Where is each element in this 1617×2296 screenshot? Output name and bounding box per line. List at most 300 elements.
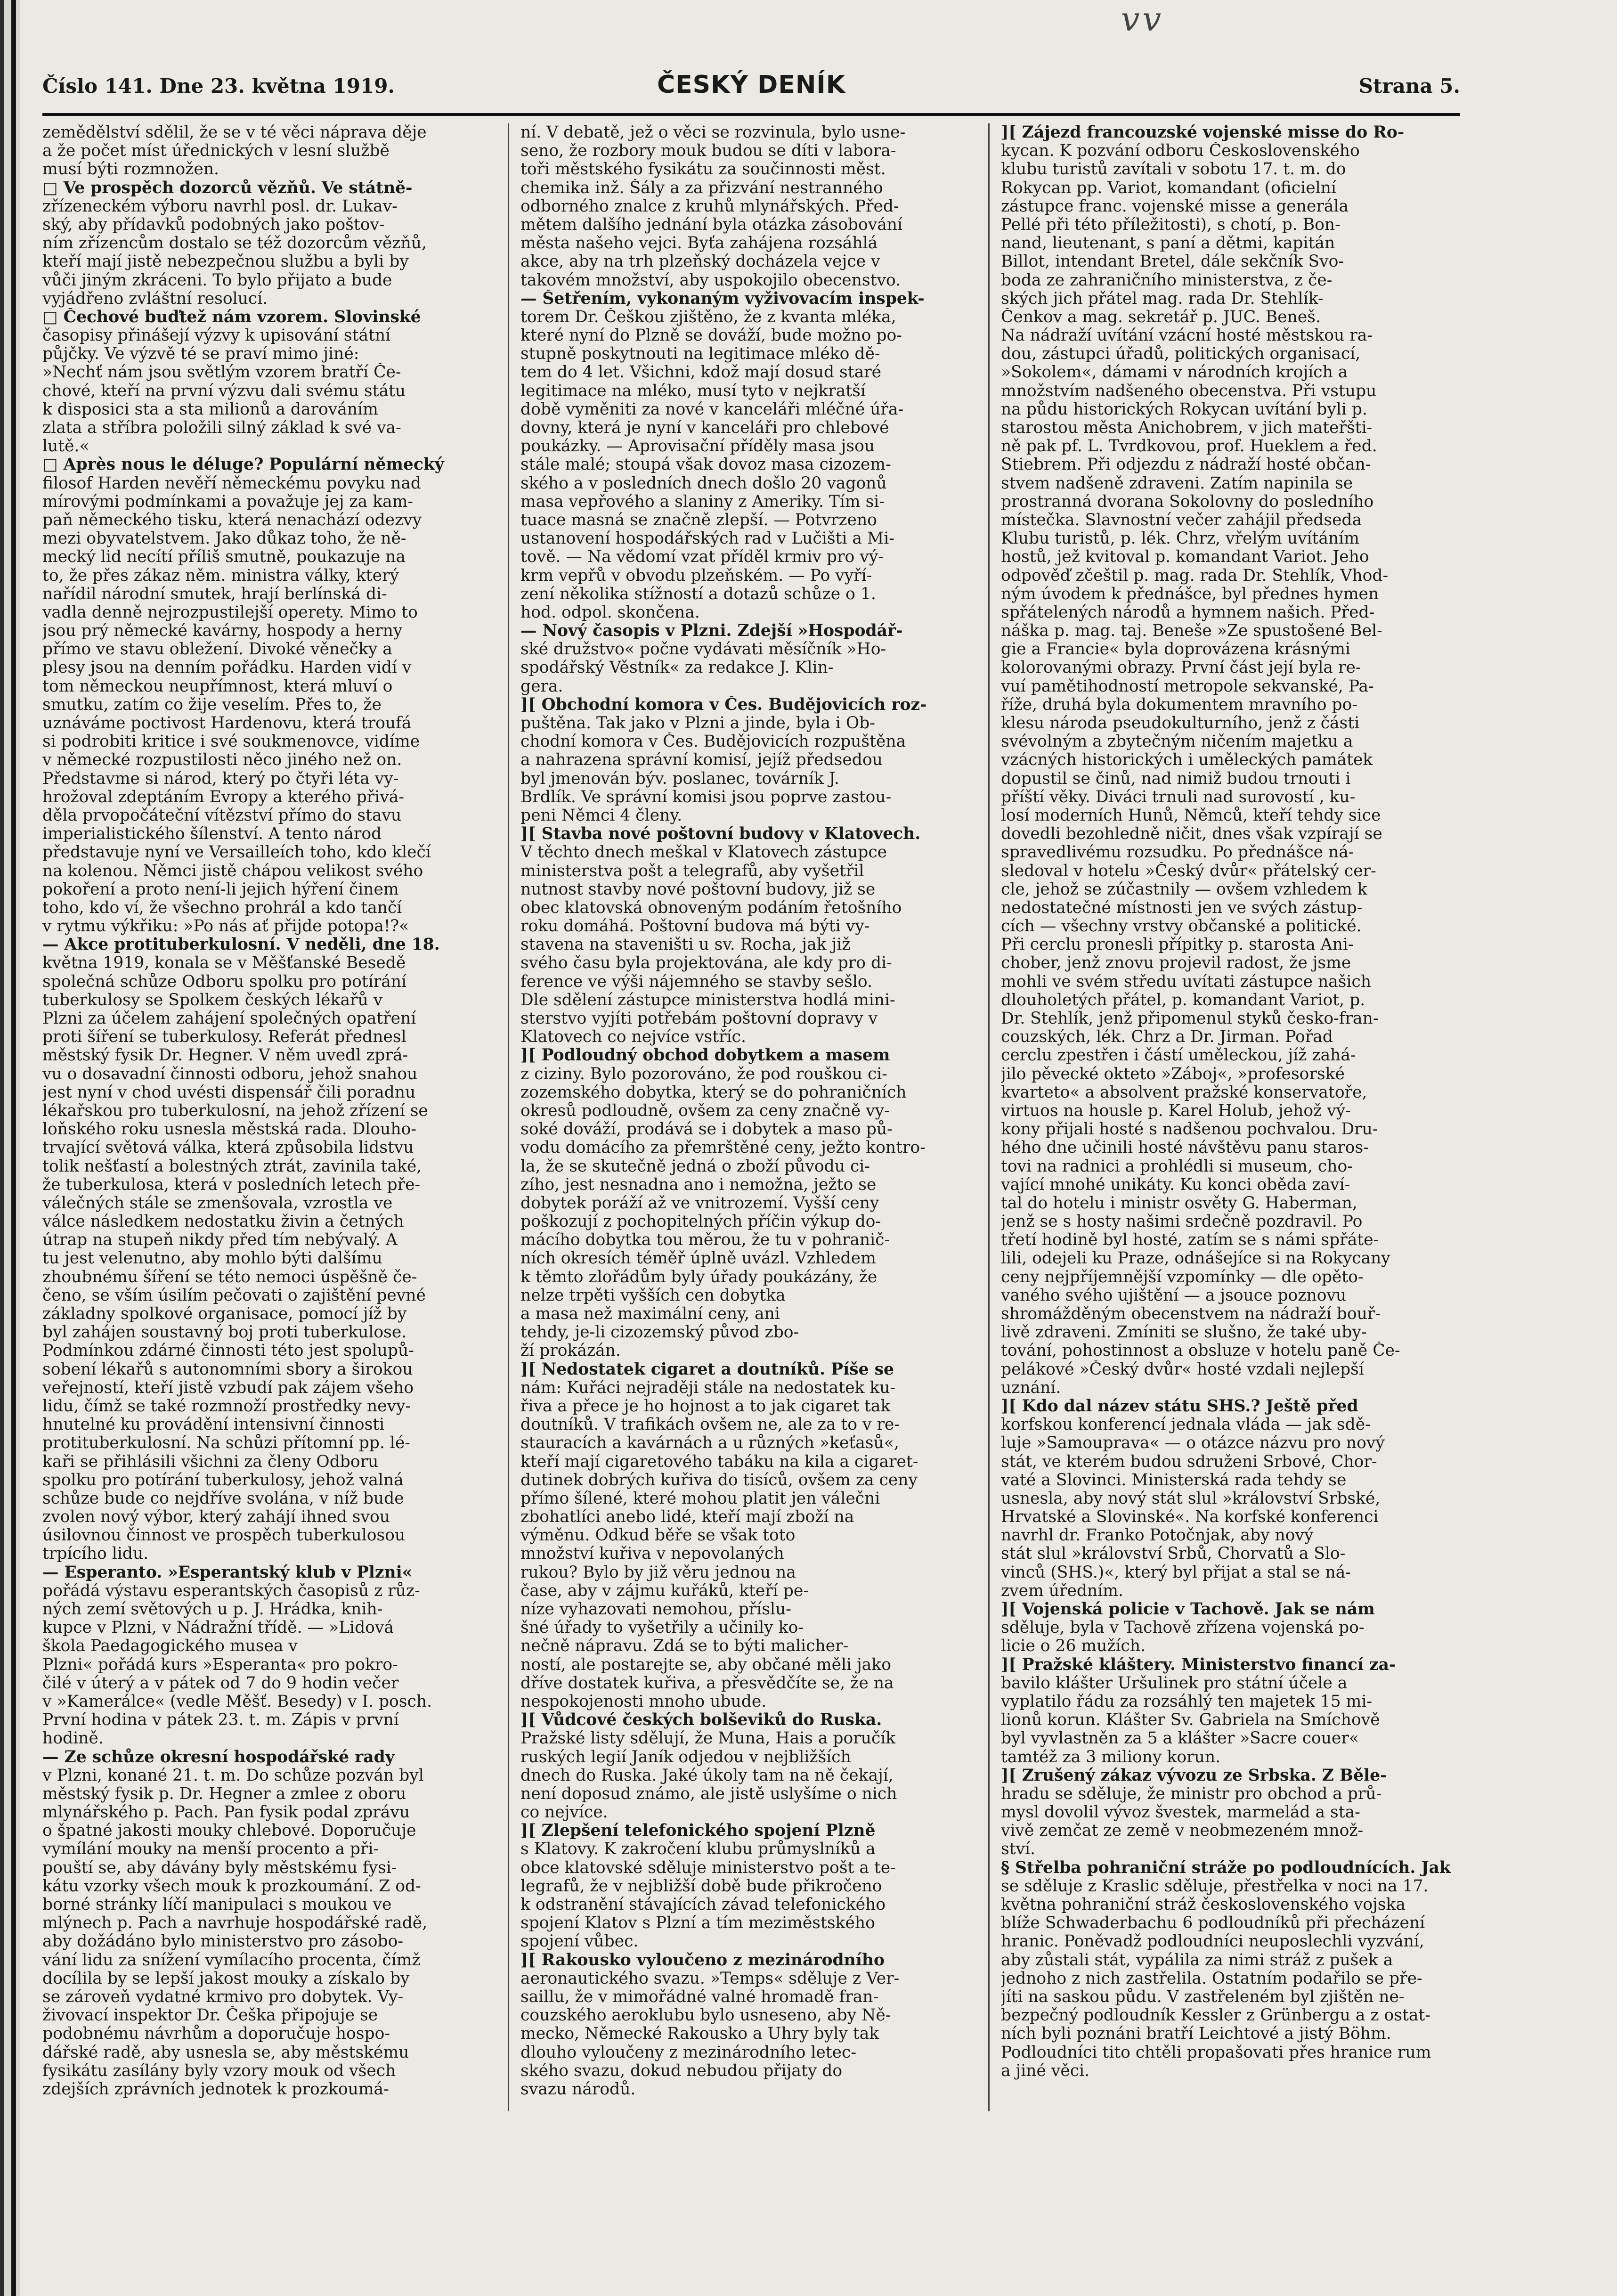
text-line: ských jich přátel mag. rada Dr. Stehlík-: [1001, 289, 1324, 308]
text-line: trvající světová válka, která způsobila lidstvu: [42, 1139, 414, 1157]
text-line: soké dováží, prodává se i dobytek a maso pů-: [520, 1120, 893, 1139]
text-line: kycan. K pozvání odboru Československého: [1001, 142, 1360, 161]
page-header: [42, 71, 1460, 108]
text-line: torem Dr. Češkou zjištěno, že z kvanta mléka,: [520, 308, 896, 326]
text-line: města našeho vejci. Byťa zahájena rozsáhlá: [520, 234, 878, 253]
text-line: spojení Klatov s Plzní a tím meziměstského: [520, 1914, 875, 1933]
text-line: sledoval v hotelu »Český dvůr« přátelský cer-: [1001, 862, 1376, 880]
text-line: tuace masná se značně zlepší. — Potvrzeno: [520, 511, 877, 529]
text-line: třetí hodině byl hosté, zatím se s námi spřáte-: [1001, 1231, 1379, 1250]
text-line: blíže Schwaderbachu 6 podloudníků při přecházení: [1001, 1914, 1425, 1933]
handwritten-note: vv: [1121, 0, 1164, 39]
text-line: protituberkulosní. Na schůzi přítomní pp. lé-: [42, 1434, 410, 1453]
text-line: množstvím nadšeného obecenstva. Při vstupu: [1001, 382, 1377, 400]
text-line: lidu, čímž se také rozmnoží prostředky nevy-: [42, 1397, 411, 1416]
text-line: luje »Samouprava« — o otázce názvu pro nový: [1001, 1434, 1385, 1453]
text-line: — Akce protituberkulosní. V neděli, dne 18.: [42, 936, 440, 954]
text-line: peni Němci 4 členy.: [520, 806, 683, 825]
text-line: z ciziny. Bylo pozorováno, že pod rouškou ci-: [520, 1065, 887, 1083]
text-line: ského svazu, dokud nebudou přijaty do: [520, 2061, 843, 2080]
text-line: rukou? Bylo by již věru jednou na: [520, 1563, 796, 1582]
text-line: se sděluje z Kraslic sděluje, přestřelka v noci na 17.: [1001, 1877, 1429, 1896]
text-line: spolku pro potírání tuberkulosy, jehož valná: [42, 1471, 404, 1490]
text-line: ][ Kdo dal název státu SHS.? Ještě před: [1001, 1397, 1358, 1416]
text-line: spodářský Věstník« za redakce J. Klin-: [520, 659, 834, 677]
text-line: května pohraniční stráž československého vojska: [1001, 1896, 1406, 1914]
text-line: aeronautického svazu. »Temps« sděluje z Ver-: [520, 1969, 900, 1988]
text-line: přímo šílené, které mohou platit jen válečni: [520, 1489, 880, 1508]
text-line: cích — všechny vrstvy občanské a politické.: [1001, 917, 1362, 936]
text-line: nutnost stavby nové poštovní budovy, již se: [520, 880, 876, 899]
text-line: ministerstva pošt a telegrafů, aby vyšetřil: [520, 862, 864, 880]
text-line: že tuberkulosa, která v posledních letech pře-: [42, 1175, 421, 1194]
text-line: a jiné věci.: [1001, 2061, 1090, 2080]
text-line: mohli ve svém středu uvítati zástupce našich: [1001, 972, 1372, 991]
text-line: plesy jsou na denním pořádku. Harden vidí v: [42, 659, 412, 677]
text-line: trpícího lidu.: [42, 1545, 149, 1563]
text-line: dobytek poráží až ve vnitrozemí. Vyšší ceny: [520, 1194, 879, 1213]
text-line: Stiebrem. Při odjezdu z nádraží hosté občan-: [1001, 456, 1371, 474]
text-line: Na nádraží uvítání vzácní hosté městskou ra-: [1001, 326, 1373, 345]
text-line: tovi na radnici a prohlédli si museum, cho-: [1001, 1157, 1353, 1176]
text-line: fysikátu zasílány byly vzory mouk od všech: [42, 2061, 396, 2080]
text-line: nand, lieutenant, s paní a dětmi, kapitán: [1001, 234, 1335, 253]
text-line: hradu se sděluje, že ministr pro obchod a prů-: [1001, 1784, 1382, 1803]
text-line: V těchto dnech meškal v Klatovech zástupce: [520, 843, 887, 862]
text-line: hostů, jež kvitoval p. komandant Variot. Jeho: [1001, 548, 1369, 567]
text-line: pořádá výstavu esperantských časopisů z růz-: [42, 1581, 420, 1600]
text-line: Brdlík. Ve správní komisi jsou poprve zastou-: [520, 788, 892, 806]
text-line: jenž se s hosty našimi srdečně pozdravil. Po: [1001, 1213, 1363, 1231]
text-line: ][ Stavba nové poštovní budovy v Klatovech.: [520, 825, 921, 844]
text-line: dářské radě, aby usnesla se, aby městskému: [42, 2043, 409, 2062]
text-line: na půdu historických Rokycan uvítání byli p.: [1001, 400, 1367, 419]
text-line: vymílání mouky na menší procento a při-: [42, 1840, 379, 1859]
text-line: škola Paedagogického musea v: [42, 1637, 298, 1656]
text-line: smutku, zatím co žije veselím. Přes to, že: [42, 695, 382, 714]
text-line: ně pak pf. L. Tvrdkovou, prof. Hueklem a řed.: [1001, 437, 1377, 456]
text-line: k odstranění stávajících závad telefonického: [520, 1896, 886, 1914]
text-line: nelze trpěti vyšších cen dobytka: [520, 1286, 786, 1305]
text-line: tolik nešťastí a bolestných ztrát, zavinila také,: [42, 1157, 422, 1176]
text-line: boda ze zahraničního ministerstva, z če-: [1001, 271, 1333, 290]
text-line: cle, jehož se zúčastnily — ovšem vzhledem k: [1001, 880, 1367, 899]
text-line: poškozují z pochopitelných příčin výkup do-: [520, 1213, 881, 1231]
text-line: legitimace na mléko, musí tyto v nejkratší: [520, 382, 866, 400]
text-line: Billot, intendant Bretel, dále sekčník Svo-: [1001, 252, 1344, 271]
text-line: Plzni« pořádá kurs »Esperanta« pro pokro-: [42, 1655, 398, 1674]
text-line: kteří mají cigaretového tabáku na kila a cigaret-: [520, 1452, 918, 1471]
text-line: ních byli poznáni bratří Leichtové a jistý Böhm.: [1001, 2025, 1391, 2044]
text-line: lili, odejeli ku Praze, odnášejíce si na Rokycany: [1001, 1249, 1390, 1268]
text-line: hrožoval zdeptáním Evropy a kterého přivá-: [42, 788, 405, 806]
text-line: válce následkem nedostatku živin a četných: [42, 1213, 404, 1231]
text-line: hod. odpol. skončena.: [520, 603, 700, 622]
text-line: ][ Rakousko vyloučeno z mezinárodního: [520, 1951, 885, 1970]
text-line: ][ Zrušený zákaz vývozu ze Srbska. Z Běle-: [1001, 1766, 1387, 1785]
page-left-edge: [0, 0, 20, 2296]
text-line: mlynářského p. Pach. Pan fysik podal zprávu: [42, 1803, 410, 1822]
text-line: ceny nejpříjemnější vzpomínky — dle opěto-: [1001, 1268, 1364, 1286]
newspaper-title: ČESKÝ DENÍK: [657, 71, 846, 99]
text-line: níze vyhazovati nemohou, příslu-: [520, 1600, 791, 1619]
text-line: v »Kamerálce« (vedle Měšť. Besedy) v I. posch.: [42, 1692, 432, 1711]
text-line: které nyní do Plzně se dováží, bude možno po-: [520, 326, 902, 345]
text-line: Pražské listy sdělují, že Muna, Hais a poručík: [520, 1729, 896, 1748]
text-line: okresů podloudně, ovšem za ceny značně vy-: [520, 1101, 890, 1120]
text-line: tu jest velenutno, aby mohlo býti dalšímu: [42, 1249, 382, 1268]
text-line: vaté a Slovinci. Ministerská rada tehdy se: [1001, 1471, 1347, 1490]
text-line: spřátelených národů a hymnem našich. Před-: [1001, 603, 1375, 622]
text-line: zemědělství sdělil, že se v té věci náprava děje: [42, 123, 427, 142]
text-line: couzských, lék. Chrz a Dr. Jirman. Pořad: [1001, 1028, 1333, 1047]
text-line: nařídil národní smutek, hrají berlínská di-: [42, 585, 387, 603]
text-line: shromážděným obecenstvem na nádraží bouř-: [1001, 1305, 1381, 1323]
text-line: vyjádřeno zvláštní resolucí.: [42, 289, 268, 308]
text-line: ][ Zájezd francouzské vojenské misse do Ro-: [1001, 123, 1405, 142]
text-line: v německé rozpustilosti něco jiného než on.: [42, 751, 402, 770]
text-line: lionů korun. Klášter Sv. Gabriela na Smíchově: [1001, 1711, 1380, 1730]
text-line: couzského aeroklubu bylo usneseno, aby Ně-: [520, 2006, 891, 2025]
text-line: la, že se skutečně jedná o zboží původu ci-: [520, 1157, 870, 1176]
text-line: Podmínkou zdárné činnosti této jest spolupů-: [42, 1342, 414, 1360]
text-line: klesu národa pseudokulturního, jenž z části: [1001, 714, 1360, 733]
text-line: k disposici sta a sta milionů a darováním: [42, 400, 378, 419]
text-line: korfskou konferencí jednala vláda — jak sdě-: [1001, 1416, 1371, 1434]
text-line: mysl dovolil vývoz švestek, marmelád a sta-: [1001, 1803, 1360, 1822]
text-line: krm vepřů v obvodu plzeňském. — Po vyří-: [520, 566, 872, 585]
article-column-3: [1001, 123, 1460, 2130]
text-line: tal do hotelu i ministr osvěty G. Haberman,: [1001, 1194, 1357, 1213]
text-line: zení několika stížností a dotazů schůze o 1.: [520, 585, 876, 603]
text-line: čeno, se vším úsilím pečovati o zajištění pevné: [42, 1286, 426, 1305]
text-line: živovací inspektor Dr. Češka připojuje se: [42, 2006, 378, 2025]
text-line: výměnu. Odkud běře se však toto: [520, 1526, 796, 1545]
text-line: akce, aby na trh plzeňský docházela vejce v: [520, 252, 880, 271]
text-line: jsou prý německé kavárny, hospody a herny: [42, 622, 403, 641]
text-line: kony přijali hosté s nadšenou pochvalou. Dru-: [1001, 1120, 1378, 1139]
text-line: byl jmenován býv. poslanec, továrník J.: [520, 769, 840, 788]
text-line: Dr. Stehlík, jenž připomenul styků česko-fran-: [1001, 1010, 1379, 1028]
text-line: Plzni za účelem zahájení společných opatření: [42, 1010, 416, 1028]
text-line: si podrobiti kritice i své soukmenovce, vidíme: [42, 733, 420, 751]
text-line: aby dožádáno bylo ministerstvo pro zásobo-: [42, 1932, 403, 1951]
text-line: jíti na saskou půdu. V zastřeleném byl zjištěn ne-: [1001, 1987, 1405, 2006]
text-line: půjčky. Ve výzvě té se praví mimo jiné:: [42, 345, 359, 364]
text-line: vyplatilo řádu za rozsáhlý ten majetek 15 mi-: [1001, 1692, 1373, 1711]
text-line: zvem úředním.: [1001, 1581, 1123, 1600]
article-column-2: [520, 123, 977, 2130]
text-line: ství.: [1001, 1840, 1036, 1859]
text-line: livě zdraveni. Zmíniti se slušno, že také uby-: [1001, 1323, 1367, 1342]
text-line: Klatovech co nejvíce vstříc.: [520, 1028, 746, 1047]
text-line: uznáváme poctivost Hardenovu, která troufá: [42, 714, 412, 733]
text-line: stauracích a kavárnách a u různých »keťasů«,: [520, 1434, 899, 1453]
text-line: imperialistického šílenství. A tento národ: [42, 825, 382, 844]
text-line: šné úřady to vyšetřily a učinily ko-: [520, 1619, 804, 1637]
text-line: množství kuřiva v nepovolaných: [520, 1545, 784, 1563]
text-line: ností, ale postarejte se, aby občané měli jako: [520, 1655, 891, 1674]
text-line: k těmto zlořádům byly úřady poukázány, že: [520, 1268, 878, 1286]
text-line: losí moderních Hunů, Němců, kteří tehdy sice: [1001, 806, 1381, 825]
text-line: pouští se, aby dávány byly městskému fysi-: [42, 1858, 397, 1877]
text-line: prostranná dvorana Sokolovny do posledního: [1001, 492, 1374, 511]
text-line: mácího dobytka tou měrou, že tu v pohranič-: [520, 1231, 890, 1250]
text-line: příští věky. Diváci trnuli nad surovostí , ku-: [1001, 788, 1356, 806]
text-line: vivě zemčat ze země v neobmezeném množ-: [1001, 1822, 1364, 1840]
text-line: ské družstvo« počne vydávati měsíčník »Ho-: [520, 640, 886, 659]
text-line: kolorovanými obrazy. První část její byla re-: [1001, 659, 1361, 677]
text-line: stvem nadšeně zdraveni. Zatím napinila se: [1001, 474, 1353, 493]
text-line: stupně poskytnouti na legitimace mléko dě-: [520, 345, 880, 364]
text-line: »Sokolem«, dámami v národních krojích a: [1001, 363, 1348, 382]
text-line: ních okresích téměř úplně uvázl. Vzhledem: [520, 1249, 876, 1268]
text-line: ním zřízencům dostalo se též dozorcům vězňů,: [42, 234, 427, 253]
text-line: saillu, že v mimořádné valné hromadě fran-: [520, 1987, 879, 2006]
text-line: filosof Harden nevěří německému povyku nad: [42, 474, 422, 493]
text-line: ][ Zlepšení telefonického spojení Plzně: [520, 1822, 876, 1840]
text-line: legrafů, že v nejbližší době bude přikročeno: [520, 1877, 882, 1896]
text-line: časopisy přinášejí výzvy k upisování státní: [42, 326, 391, 345]
text-line: stále malé; stoupá však dovoz masa cizozem-: [520, 456, 891, 474]
text-line: spravedlivému rozsudku. Po přednášce ná-: [1001, 843, 1354, 862]
text-line: kátu vzorky všech mouk k prozkoumání. Z od-: [42, 1877, 421, 1896]
text-line: bezpečný podloudník Kessler z Grünbergu a z ostat-: [1001, 2006, 1430, 2025]
text-line: ným úvodem k přednášce, byl přednes hymen: [1001, 585, 1379, 603]
text-line: válečných stále se zmenšovala, vzrostla ve: [42, 1194, 393, 1213]
text-line: zdejších zprávních jednotek k prozkoumá-: [42, 2080, 389, 2099]
text-line: tamtéž za 3 miliony korun.: [1001, 1748, 1221, 1767]
text-line: chemika inž. Šály a za přizvání nestranného: [520, 179, 883, 197]
text-line: gera.: [520, 677, 563, 696]
text-line: kteří mají jistě nebezpečnou službu a byli by: [42, 252, 409, 271]
text-line: v Plzni, konané 21. t. m. Do schůze pozván byl: [42, 1766, 424, 1785]
text-line: — Nový časopis v Plzni. Zdejší »Hospodář-: [520, 622, 903, 641]
text-line: uznání.: [1001, 1378, 1061, 1397]
text-line: tehdy, je-li cizozemský původ zbo-: [520, 1323, 799, 1342]
text-line: ][ Pražské kláštery. Ministerstvo financí za-: [1001, 1655, 1396, 1674]
text-line: usnesla, aby nový stát slul »království Srbské,: [1001, 1489, 1381, 1508]
text-line: obce klatovské sděluje ministerstvo pošt a te-: [520, 1858, 896, 1877]
text-line: § Střelba pohraniční stráže po podloudnících. Jak: [1001, 1858, 1451, 1877]
text-line: ustanovení hospodářských rad v Lučišti a Mi-: [520, 529, 894, 548]
text-line: pokoření a proto není-li jejich hýření činem: [42, 880, 399, 899]
text-line: ][ Podloudný obchod dobytkem a masem: [520, 1046, 890, 1065]
text-line: úsilovnou činnost ve prospěch tuberkulosou: [42, 1526, 406, 1545]
text-line: lékařskou pro tuberkulosní, na jehož zřízení se: [42, 1101, 428, 1120]
text-line: útrap na stupeň nikdy před tím nebývalý. A: [42, 1231, 398, 1250]
text-line: mecko, Německé Rakousko a Uhry byly tak: [520, 2025, 879, 2044]
text-line: hnutelné ku provádění intensivní činnosti: [42, 1416, 385, 1434]
text-line: mlýnech p. Pach a navrhuje hospodářské radě,: [42, 1914, 428, 1933]
text-line: ][ Vůdcové českých bolševiků do Ruska.: [520, 1711, 882, 1730]
text-line: hodině.: [42, 1729, 104, 1748]
text-line: □ Čechové buďtež nám vzorem. Slovinské: [42, 308, 421, 326]
text-line: ní. V debatě, jež o věci se rozvinula, bylo usne-: [520, 123, 906, 142]
text-line: podobnému návrhům a doporučuje hospo-: [42, 2025, 390, 2044]
text-line: době vyměniti za nové v kanceláři mléčné úřa-: [520, 400, 904, 419]
issue-date: Číslo 141. Dne 23. května 1919.: [42, 74, 395, 98]
text-line: kupce v Plzni, v Nádražní třídě. — »Lidová: [42, 1619, 394, 1637]
text-line: mírovými podmínkami a považuje jej za kam-: [42, 492, 414, 511]
text-line: děla prvopočáteční vítězství přímo do stavu: [42, 806, 402, 825]
text-line: vadla denně nejrozpustilejší operety. Mimo to: [42, 603, 418, 622]
text-line: »Nechť nám jsou světlým vzorem bratří Če-: [42, 363, 401, 382]
text-line: zřízeneckém výboru navrhl posl. dr. Lukav-: [42, 197, 398, 216]
text-line: společná schůze Odboru spolku pro potírání: [42, 972, 407, 991]
text-line: mětem dalšího jednání byla otázka zásobování: [520, 215, 903, 234]
column-divider-2: [988, 123, 990, 2111]
text-line: virtuos na housle p. Karel Holub, jehož vý-: [1001, 1101, 1351, 1120]
text-line: — Ze schůze okresní hospodářské rady: [42, 1748, 395, 1767]
text-line: vinců (SHS.)«, který byl přijat a stal se ná-: [1001, 1563, 1351, 1582]
text-line: klubu turistů zavítali v sobotu 17. t. m. do: [1001, 160, 1346, 179]
text-line: Podloudníci tito chtěli propašovati přes hranice rum: [1001, 2043, 1431, 2062]
text-line: hranic. Poněvadž podloudníci neuposlechli vyzvání,: [1001, 1932, 1424, 1951]
text-line: vající mnohé unikáty. Ku konci oběda zaví-: [1001, 1175, 1350, 1194]
text-line: nám: Kuřáci nejraději stále na nedostatek ku-: [520, 1378, 896, 1397]
text-line: hého dne učinili hosté návštěvu panu staros-: [1001, 1139, 1369, 1157]
text-line: starostou města Anichobrem, v jich mateřšti-: [1001, 419, 1373, 437]
text-line: není doposud známo, ale jistě uslyšíme o nich: [520, 1784, 897, 1803]
text-line: schůze bude co nejdříve svolána, v níž bude: [42, 1489, 404, 1508]
text-line: veřejností, kteří jistě vzbudí pak zájem všeho: [42, 1378, 414, 1397]
text-line: dovny, která je nyní v kanceláři pro chlebové: [520, 419, 889, 437]
text-line: nespokojenosti mnoho ubude.: [520, 1692, 767, 1711]
text-line: vůči jiným zkráceni. To bylo přijato a bude: [42, 271, 392, 290]
text-line: roku domáhá. Poštovní budova má býti vy-: [520, 917, 870, 936]
text-line: dnech do Ruska. Jaké úkoly tam na ně čekají,: [520, 1766, 894, 1785]
text-line: na kolenou. Němci jistě chápou velikost svého: [42, 862, 423, 880]
text-line: nedostatečné místnosti jen ve svých zástup-: [1001, 898, 1363, 917]
text-line: náška p. mag. taj. Benešе »Ze spustošené Bel-: [1001, 622, 1382, 641]
text-line: jest nyní v chod uvésti dispensář čili poradnu: [42, 1083, 416, 1102]
text-line: kvarteto« a absolvent pražské konservatoře,: [1001, 1083, 1367, 1102]
text-line: čase, aby v zájmu kuřáků, kteří pe-: [520, 1581, 809, 1600]
text-line: chober, jenž znovu projevil radost, že jsme: [1001, 954, 1351, 973]
text-line: Představme si národ, který po čtyři léta vy-: [42, 769, 399, 788]
text-line: vu o dosavadní činnosti odboru, jehož snahou: [42, 1065, 418, 1083]
text-line: toři městského fysikátu za součinnosti měst.: [520, 160, 886, 179]
text-line: zího, jest nesnadna ano i nemožna, ježto se: [520, 1175, 877, 1194]
text-line: masa vepřového a slaniny z Ameriky. Tím si-: [520, 492, 885, 511]
binding-rule: [0, 0, 4, 2296]
text-line: jednoho z nich zastřelila. Ostatním podařilo se pře-: [1001, 1969, 1422, 1988]
text-line: ][ Nedostatek cigaret a doutníků. Píše se: [520, 1360, 894, 1379]
text-line: Rokycan pp. Variot, komandant (oficielní: [1001, 179, 1336, 197]
text-line: Dle sdělení zástupce ministerstva hodlá mini-: [520, 991, 895, 1010]
text-line: svévolným a zbytečným ničením majetku a: [1001, 733, 1353, 751]
article-column-1: [42, 123, 497, 2130]
text-line: městský fysik Dr. Hegner. V něm uvedl zprá-: [42, 1046, 408, 1065]
text-line: mecký lid necítí příliš smutně, poukazuje na: [42, 548, 406, 567]
text-line: ných zemí světových u p. J. Hrádka, knih-: [42, 1600, 383, 1619]
text-line: ského a v posledních dnech došlo 20 vagonů: [520, 474, 887, 493]
text-line: □ Après nous le déluge? Populární německý: [42, 456, 444, 474]
column-rule-edge: [11, 0, 16, 2296]
text-line: dlouholetých přátel, p. komandant Variot, p.: [1001, 991, 1365, 1010]
text-line: puštěna. Tak jako v Plzni a jinde, byla i Ob-: [520, 714, 875, 733]
text-line: odpověď zčeštil p. mag. rada Dr. Stehlík, Vhod-: [1001, 566, 1389, 585]
text-line: — Esperanto. »Esperantský klub v Plzni«: [42, 1563, 413, 1582]
text-line: května 1919, konala se v Měšťanské Besedě: [42, 954, 406, 973]
text-line: — Šetřením, vykonaným vyživovacím inspek-: [520, 289, 925, 308]
text-line: □ Ve prospěch dozorců vězňů. Ve státně-: [42, 179, 413, 197]
header-rule: [42, 113, 1460, 116]
text-line: chodní komora v Čes. Budějovicích rozpuštěna: [520, 733, 906, 751]
text-line: sterstvo vyjíti potřebám poštovní dopravy v: [520, 1010, 878, 1028]
text-line: stavena na staveništi u sv. Rocha, jak již: [520, 936, 851, 954]
text-line: dou, zástupci úřadů, politických organisací,: [1001, 345, 1361, 364]
text-line: odborného znalce z kruhů mlynářských. Před-: [520, 197, 899, 216]
text-line: dopustil se činů, nad nimiž budou trnouti i: [1001, 769, 1351, 788]
text-line: ský, aby přídavků podobných jako poštov-: [42, 215, 385, 234]
text-line: řiva a přece je ho hojnost a to jak cigaret tak: [520, 1397, 891, 1416]
text-line: bavilo klášter Uršulinek pro státní účele a: [1001, 1674, 1348, 1693]
text-line: ží prokázán.: [520, 1342, 621, 1360]
text-line: Klubu turistů, p. lék. Chrz, vřelým uvítáním: [1001, 529, 1359, 548]
text-line: dlouho vyloučeny z mezinárodního letec-: [520, 2043, 857, 2062]
text-line: stát, ve kterém budou sdruženi Srbové, Chor-: [1001, 1452, 1377, 1471]
text-line: čilé v úterý a v pátek od 7 do 9 hodin večer: [42, 1674, 399, 1693]
text-line: místečka. Slavnostní večer zahájil předseda: [1001, 511, 1362, 529]
text-line: jilo pěvecké okteto »Záboj«, »profesorské: [1001, 1065, 1345, 1083]
text-line: a masa než maximální ceny, ani: [520, 1305, 780, 1323]
text-line: Hrvatské a Slovinské«. Na korfské konferenci: [1001, 1508, 1379, 1527]
text-line: vání lidu za snížení vymílacího procenta, čímž: [42, 1951, 421, 1970]
text-line: sobení lékařů s autonomními sbory a širokou: [42, 1360, 413, 1379]
text-line: zástupce franc. vojenské misse a generála: [1001, 197, 1349, 216]
text-line: doutníků. V trafikách ovšem ne, ale za to v re-: [520, 1416, 900, 1434]
text-line: byl vyvlastněn za 5 a klášter »Sacre couer«: [1001, 1729, 1359, 1748]
text-line: tování, pohostinnost a obsluze v hotelu paně Če-: [1001, 1342, 1400, 1360]
text-line: byl zahájen soustavný boj proti tuberkulose.: [42, 1323, 407, 1342]
text-line: borné stránky líčí manipulaci s moukou ve: [42, 1896, 392, 1914]
text-line: ference ve výši nájemného se stavby sešlo.: [520, 972, 873, 991]
text-line: ][ Obchodní komora v Čes. Budějovicích roz-: [520, 695, 927, 714]
text-line: dovedli bezohledně ničit, dnes však vzpírají se: [1001, 825, 1382, 844]
text-line: a že počet míst úřednických v lesní službě: [42, 142, 390, 161]
text-line: docílila by se lepší jakost mouky a získalo by: [42, 1969, 410, 1988]
text-line: pelákové »Český dvůr« hosté vzdali nejlepší: [1001, 1360, 1364, 1379]
text-line: zlata a stříbra položili silný základ k své va-: [42, 419, 401, 437]
text-line: aby zůstali stát, vypálila za nimi stráž z pušek a: [1001, 1951, 1393, 1970]
text-line: toho, kdo ví, že všechno prohrál a kdo tančí: [42, 898, 402, 917]
text-line: vuí pamětihodností metropole sekvanské, Pa-: [1001, 677, 1374, 696]
text-line: paň německého tisku, která nenachází odezvy: [42, 511, 422, 529]
text-line: zbohatlíci anebo lidé, kteří mají zboží na: [520, 1508, 854, 1527]
text-line: svého času byla projektována, ale kdy pro di-: [520, 954, 892, 973]
text-line: musí býti rozmnožen.: [42, 160, 219, 179]
text-line: tuberkulosy se Spolkem českých lékařů v: [42, 991, 383, 1010]
text-line: takovém množství, aby uspokojilo obecenstvo.: [520, 271, 901, 290]
text-line: ][ Vojenská policie v Tachově. Jak se nám: [1001, 1600, 1375, 1619]
text-line: seno, že rozbory mouk budou se díti v labora-: [520, 142, 896, 161]
text-line: gie a Francie« byla doprovázena krásnými: [1001, 640, 1350, 659]
text-line: kaři se přihlásili všichni za členy Odboru: [42, 1452, 379, 1471]
text-line: v rytmu výkřiku: »Po nás ať přijde potopa!?«: [42, 917, 409, 936]
text-line: Čenkov a mag. sekretář p. JUC. Beneš.: [1001, 308, 1321, 326]
text-line: První hodina v pátek 23. t. m. Zápis v první: [42, 1711, 399, 1730]
text-line: s Klatovy. K zakročení klubu průmyslníků a: [520, 1840, 876, 1859]
text-line: vaného svého ujištění — a jsouce poznovu: [1001, 1286, 1347, 1305]
text-line: chové, kteří na první výzvu dali svému státu: [42, 382, 406, 400]
text-line: navrhl dr. Franko Potočnjak, aby nový: [1001, 1526, 1314, 1545]
text-line: o špatné jakosti mouky chlebové. Doporučuje: [42, 1822, 416, 1840]
text-line: vodu domácího za přemrštěné ceny, ježto kontro-: [520, 1139, 926, 1157]
text-line: Pellé při této příležitosti), s chotí, p. Bon-: [1001, 215, 1341, 234]
text-line: představuje nyní ve Versailleích toho, kdo klečí: [42, 843, 431, 862]
